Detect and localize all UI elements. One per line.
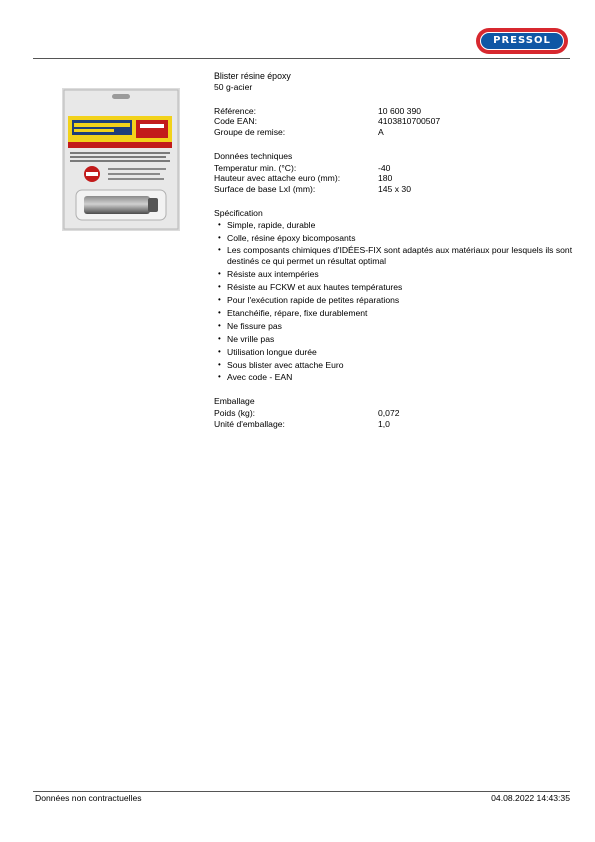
spec-item: [218, 360, 574, 371]
bullet-icon: •: [218, 245, 221, 255]
identification-section: [214, 106, 574, 138]
bullet-icon: •: [218, 294, 221, 304]
bullet-icon: •: [218, 320, 221, 330]
tech-section: [214, 151, 574, 195]
spec-item: [218, 347, 574, 358]
spec-item-text: Utilisation longue durée: [227, 346, 317, 357]
spec-item-text: Ne vrille pas: [227, 333, 275, 344]
pressol-logo-inner: [480, 32, 564, 50]
spec-item-text: Résiste aux intempéries: [227, 269, 319, 280]
spec-item-text: Simple, rapide, durable: [227, 219, 316, 230]
bullet-icon: •: [218, 282, 221, 292]
pressol-logo-text: PRESSOL: [493, 34, 551, 46]
spec-item: [218, 269, 574, 280]
bullet-icon: •: [218, 269, 221, 279]
spec-item: [218, 233, 574, 244]
spec-item: [218, 282, 574, 293]
bullet-icon: •: [218, 219, 221, 229]
tech-value: 180: [378, 173, 393, 184]
spec-item: [218, 334, 574, 345]
spec-item: [218, 295, 574, 306]
spec-item: [218, 372, 574, 383]
product-title: Blister résine époxy: [214, 71, 291, 81]
product-image: [62, 88, 180, 231]
info-label: Groupe de remise:: [214, 127, 286, 138]
packaging-label: Poids (kg):: [214, 407, 256, 418]
spec-section-title: Spécification: [214, 207, 263, 218]
info-value: 10 600 390: [378, 105, 422, 116]
tech-label: Hauteur avec attache euro (mm):: [214, 173, 341, 184]
bullet-icon: •: [218, 307, 221, 317]
packaging-value: 0,072: [378, 407, 400, 418]
product-subtitle: 50 g-acier: [214, 81, 253, 92]
spec-item-text: Colle, résine époxy bicomposants: [227, 232, 356, 243]
spec-list: [214, 220, 574, 384]
packaging-row: [214, 419, 574, 430]
bullet-icon: •: [218, 372, 221, 382]
info-row: [214, 106, 574, 117]
info-row: [214, 127, 574, 138]
spec-item: [218, 245, 574, 266]
packaging-value: 1,0: [378, 418, 390, 429]
info-row: [214, 116, 574, 127]
packaging-section-title: Emballage: [214, 396, 255, 407]
tech-section-title: Données techniques: [214, 150, 293, 161]
tech-row: [214, 163, 574, 174]
info-value: 4103810700507: [378, 116, 441, 127]
info-label: Référence:: [214, 105, 257, 116]
spec-item-text: Etanchéifie, répare, fixe durablement: [227, 307, 368, 318]
epoxy-blister-package-image: [62, 88, 180, 231]
spec-item: [218, 321, 574, 332]
tech-value: 145 x 30: [378, 184, 411, 195]
packaging-label: Unité d'emballage:: [214, 418, 285, 429]
tech-label: Temperatur min. (°C):: [214, 162, 297, 173]
tech-row: [214, 184, 574, 195]
tech-label: Surface de base LxI (mm):: [214, 184, 316, 195]
packaging-section: [214, 396, 574, 429]
footer-divider: [33, 791, 570, 792]
bullet-icon: •: [218, 232, 221, 242]
spec-item-text: Les composants chimiques d'IDÉES-FIX sont adaptés aux matériaux pour lesquels ils sont destinés ce qui permet un résultat optimal: [227, 245, 573, 267]
bullet-icon: •: [218, 333, 221, 343]
spec-item-text: Sous blister avec attache Euro: [227, 359, 344, 370]
spec-item: [218, 220, 574, 231]
spec-item-text: Pour l'exécution rapide de petites réparations: [227, 294, 400, 305]
spec-item-text: Ne fissure pas: [227, 320, 282, 331]
product-details: [214, 71, 574, 429]
spec-section: [214, 208, 574, 383]
spec-item: [218, 308, 574, 319]
bullet-icon: •: [218, 346, 221, 356]
tech-value: -40: [378, 162, 391, 173]
info-value: A: [378, 127, 384, 138]
info-label: Code EAN:: [214, 116, 257, 127]
spec-item-text: Avec code - EAN: [227, 372, 293, 383]
pressol-logo: [476, 28, 568, 54]
packaging-row: [214, 408, 574, 419]
bullet-icon: •: [218, 359, 221, 369]
footer-timestamp: 04.08.2022 14:43:35: [491, 793, 570, 803]
tech-row: [214, 173, 574, 184]
footer-disclaimer: Données non contractuelles: [35, 793, 142, 803]
spec-item-text: Résiste au FCKW et aux hautes températures: [227, 282, 403, 293]
header-divider: [33, 58, 570, 59]
